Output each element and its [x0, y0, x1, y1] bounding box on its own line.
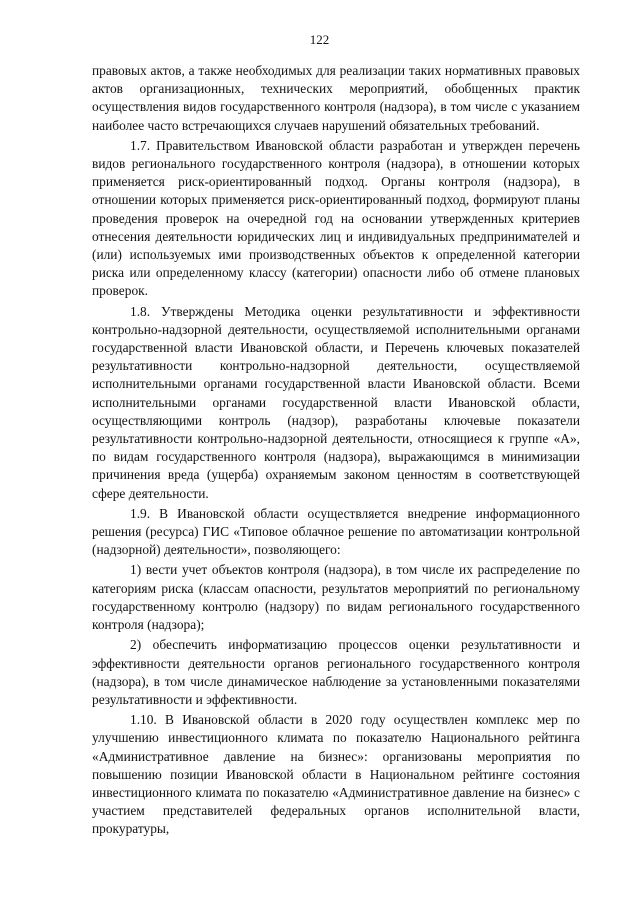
- paragraph-1-10: 1.10. В Ивановской области в 2020 году осуществлен комплекс мер по улучшению инвестиционного климата по показателю Национального рейтинга «Административное давление на бизнес»: организованы мероприятия по повышению позиции Ивановской области в Национальном рейтинге состояния инвестиционного климата по показателю «Административное давление на бизнес» с участием представителей федеральных органов исполнительной власти, прокуратуры,: [92, 712, 580, 837]
- paragraph-1-9: 1.9. В Ивановской области осуществляется внедрение информационного решения (ресурса) ГИС «Типовое облачное решение по автоматизации контрольной (надзорной) деятельности», позволяющего:: [92, 505, 580, 558]
- paragraph-continuation: правовых актов, а также необходимых для реализации таких нормативных правовых актов организационных, технических мероприятий, обобщенных практик осуществления видов государственного контроля (надзора), в том числе с указанием наиболее часто встречающихся случаев нарушений обязательных требований.: [92, 63, 580, 133]
- paragraph-1-7: 1.7. Правительством Ивановской области разработан и утвержден перечень видов регионального государственного контроля (надзора), в отношении которых применяется риск-ориентированный подход. Органы контроля (надзора), в отношении которых применяется риск-ориентированный подход, формируют планы проведения проверок на очередной год на основании утвержденных критериев отнесения деятельности юридических лиц и индивидуальных предпринимателей и (или) используемых ими производственных объектов к определенной категории риска или определенному классу (категории) опасности либо об отмене плановых проверок.: [92, 137, 580, 299]
- list-item-2: 2) обеспечить информатизацию процессов оценки результативности и эффективности деятельности органов регионального государственного контроля (надзора), в том числе динамическое наблюдение за установленными показателями результативности и эффективности.: [92, 637, 580, 707]
- paragraph-1-8: 1.8. Утверждены Методика оценки результативности и эффективности контрольно-надзорной деятельности, осуществляемой исполнительными органами государственной власти Ивановской области, и Перечень ключевых показателей результативности контрольно-надзорной деятельности, осуществляемой исполнительными органами государственной власти Ивановской области. Всеми исполнительными органами государственной власти Ивановской области, осуществляющими контроль (надзор), разработаны ключевые показатели результативности контрольно-надзорной деятельности, относящиеся к группе «А», по видам государственного контроля (надзора), выражающимся в минимизации причинения вреда (ущерба) охраняемым законом ценностям в соответствующей сфере деятельности.: [92, 303, 580, 501]
- document-body: [92, 62, 580, 841]
- list-item-1: 1) вести учет объектов контроля (надзора), в том числе их распределение по категориям риска (классам опасности, результатов мероприятий по региональному государственному контролю (надзору) по видам регионального государственного контроля (надзора);: [92, 562, 580, 633]
- page-number: 122: [309, 32, 330, 47]
